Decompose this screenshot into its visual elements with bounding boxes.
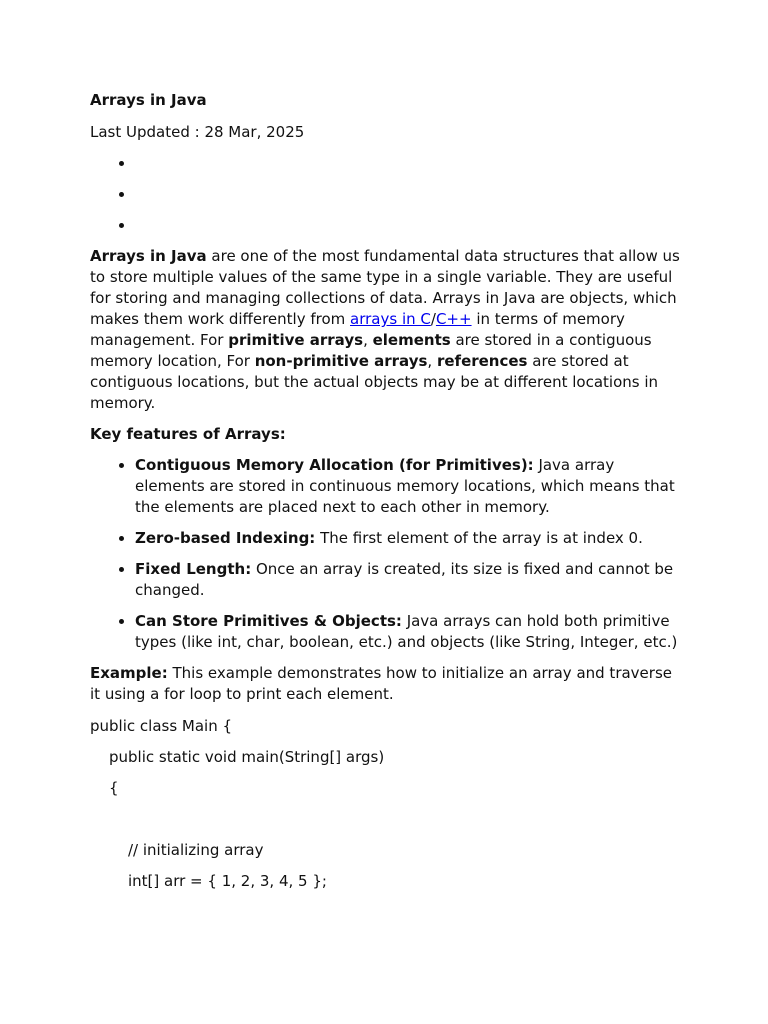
bold-text: elements bbox=[372, 331, 451, 349]
example-text: This example demonstrates how to initialize an array and traverse it using a for loop to print each element. bbox=[90, 664, 672, 703]
feature-text: Once an array is created, its size is fixed and cannot be changed. bbox=[135, 560, 674, 599]
feature-label: Fixed Length: bbox=[135, 560, 252, 578]
paragraph-text: are one of the most fundamental data structures that allow us to store multiple values of the same type in a single variable. They are useful for storing and managing collections of data. Arrays in Java are objects, which makes them work differently from bbox=[90, 247, 680, 328]
slash-text: / bbox=[430, 310, 436, 328]
list-item bbox=[135, 153, 682, 174]
code-line: { bbox=[109, 779, 119, 797]
cpp-link[interactable]: C++ bbox=[435, 310, 472, 328]
bold-text: references bbox=[436, 352, 528, 370]
feature-label: Can Store Primitives & Objects: bbox=[135, 612, 402, 630]
bold-text: Arrays in Java bbox=[90, 247, 207, 265]
features-heading: Key features of Arrays: bbox=[90, 425, 286, 443]
features-list bbox=[90, 455, 682, 653]
feature-text: The first element of the array is at index 0. bbox=[315, 529, 643, 547]
paragraph-text: , bbox=[363, 331, 373, 349]
article-content bbox=[90, 90, 682, 902]
feature-label: Contiguous Memory Allocation (for Primitives): bbox=[135, 456, 534, 474]
bold-text: primitive arrays bbox=[228, 331, 364, 349]
feature-text: Java arrays can hold both primitive types (like int, char, boolean, etc.) and objects (like String, Integer, etc.) bbox=[135, 612, 678, 651]
code-line-blank bbox=[90, 809, 682, 830]
code-line: public static void main(String[] args) bbox=[109, 748, 385, 766]
paragraph-text: in terms of memory management. For bbox=[90, 310, 625, 349]
list-item bbox=[135, 184, 682, 205]
article-title: Arrays in Java bbox=[90, 91, 207, 109]
intro-paragraph bbox=[90, 246, 682, 414]
code-line: int[] arr = { 1, 2, 3, 4, 5 }; bbox=[128, 872, 327, 890]
last-updated: Last Updated : 28 Mar, 2025 bbox=[90, 123, 305, 141]
code-block bbox=[90, 716, 682, 892]
code-line: // initializing array bbox=[128, 841, 264, 859]
feature-item bbox=[135, 528, 682, 549]
paragraph-text: are stored at contiguous locations, but the actual objects may be at different locations in memory. bbox=[90, 352, 659, 412]
arrays-in-c-link[interactable]: arrays in C bbox=[350, 310, 431, 328]
paragraph-text: are stored in a contiguous memory location, For bbox=[90, 331, 652, 370]
empty-bullet-list bbox=[90, 153, 682, 236]
feature-text: Java array elements are stored in continuous memory locations, which means that the elements are placed next to each other in memory. bbox=[135, 456, 675, 516]
example-paragraph bbox=[90, 663, 682, 705]
code-line: public class Main { bbox=[90, 717, 233, 735]
paragraph-text: , bbox=[427, 352, 437, 370]
bold-text: non-primitive arrays bbox=[254, 352, 428, 370]
feature-item bbox=[135, 559, 682, 601]
feature-item bbox=[135, 611, 682, 653]
feature-label: Zero-based Indexing: bbox=[135, 529, 316, 547]
example-label: Example: bbox=[90, 664, 168, 682]
list-item bbox=[135, 215, 682, 236]
feature-item bbox=[135, 455, 682, 518]
